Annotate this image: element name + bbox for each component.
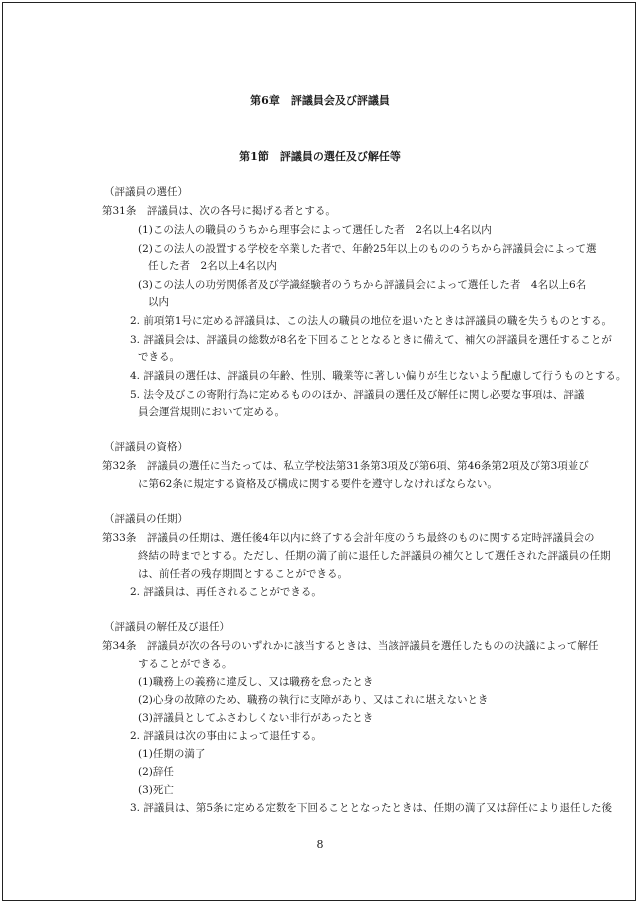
- article-31-item-3-cont: 以内: [148, 296, 169, 308]
- article-34-item-3: (3)評議員としてふさわしくない非行があったとき: [138, 712, 374, 724]
- article-31-item-1: (1)この法人の職員のうちから理事会によって選任した者 2名以上4名以内: [138, 224, 492, 236]
- article-31-para-4: 4. 評議員の選任は、評議員の年齢、性別、職業等に著しい偏りが生じないよう配慮して行うものとする。: [130, 370, 627, 382]
- article-31-para-3: 3. 評議員会は、評議員の総数が8名を下回ることとなるときに備えて、補欠の評議員を選任することが: [130, 334, 612, 346]
- article-34-para-2: 2. 評議員は次の事由によって退任する。: [130, 730, 322, 742]
- article-31-para-5: 5. 法令及びこの寄附行為に定めるもののほか、評議員の選任及び解任に関し必要な事項は、評議: [130, 389, 585, 401]
- article-31-heading: （評議員の選任）: [104, 186, 188, 198]
- article-31-text: 第31条 評議員は、次の各号に掲げる者とする。: [102, 205, 336, 217]
- page-number: 8: [316, 838, 324, 851]
- article-34-para-2-item-3: (3)死亡: [138, 784, 174, 796]
- article-34-item-2: (2)心身の故障のため、職務の執行に支障があり、又はこれに堪えないとき: [138, 694, 489, 706]
- article-33-text-cont-2: は、前任者の残存期間とすることができる。: [138, 568, 348, 580]
- article-34-para-2-item-2: (2)辞任: [138, 766, 174, 778]
- article-31-item-2: (2)この法人の設置する学校を卒業した者で、年齢25年以上のもののうちから評議員会によって選: [138, 243, 597, 255]
- article-31-para-5-cont: 員会運営規則において定める。: [138, 406, 285, 418]
- article-32-text: 第32条 評議員の選任に当たっては、私立学校法第31条第3項及び第6項、第46条第2項及び第3項並び: [102, 460, 589, 472]
- article-33-text-cont-1: 終結の時までとする。ただし、任期の満了前に退任した評議員の補欠として選任された評議員の任期: [138, 550, 611, 562]
- article-32-heading: （評議員の資格）: [104, 441, 188, 453]
- article-34-para-2-item-1: (1)任期の満了: [138, 748, 206, 760]
- article-31-para-3-cont: できる。: [138, 351, 180, 363]
- article-33-text: 第33条 評議員の任期は、選任後4年以内に終了する会計年度のうち最終のものに関する定時評議員会の: [102, 532, 595, 544]
- article-34-para-3: 3. 評議員は、第5条に定める定数を下回ることとなったときは、任期の満了又は辞任により退任した後: [130, 802, 613, 814]
- article-31-item-2-cont: 任した者 2名以上4名以内: [148, 260, 277, 272]
- section-title: 第1節 評議員の選任及び解任等: [239, 150, 401, 163]
- article-31-item-3: (3)この法人の功労関係者及び学識経験者のうちから評議員会によって選任した者 4名以上6名: [138, 279, 587, 291]
- article-34-text: 第34条 評議員が次の各号のいずれかに該当するときは、当該評議員を選任したものの決議によって解任: [102, 640, 599, 652]
- article-32-text-cont: に第62条に規定する資格及び構成に関する要件を遵守しなければならない。: [138, 478, 498, 490]
- article-34-item-1: (1)職務上の義務に違反し、又は職務を怠ったとき: [138, 676, 374, 688]
- article-34-heading: （評議員の解任及び退任）: [104, 621, 230, 633]
- chapter-title: 第6章 評議員会及び評議員: [250, 94, 390, 107]
- article-34-text-cont: することができる。: [138, 658, 233, 670]
- article-33-para-2: 2. 評議員は、再任されることができる。: [130, 586, 322, 598]
- article-33-heading: （評議員の任期）: [104, 513, 188, 525]
- article-31-para-2: 2. 前項第1号に定める評議員は、この法人の職員の地位を退いたときは評議員の職を失うものとする。: [130, 315, 613, 327]
